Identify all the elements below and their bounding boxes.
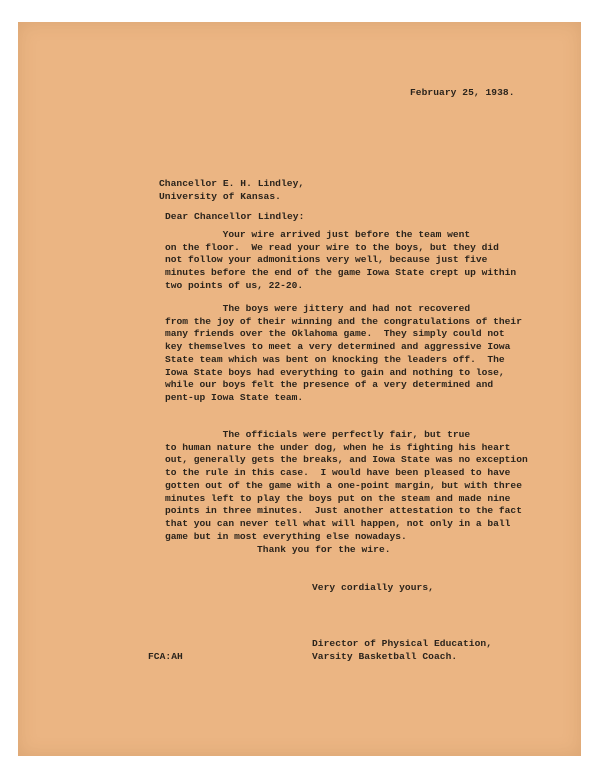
paragraph-line: game but in most everything else nowadays. [165,530,407,542]
paragraph-line: out, generally gets the breaks, and Iowa State was no exception [165,454,528,466]
paragraph-line: Your wire arrived just before the team went [165,229,471,240]
typist-initials: FCA:AH [148,651,183,662]
letter-date: February 25, 1938. [410,87,515,98]
paragraph-line: on the floor. We read your wire to the boys, but they did [165,241,499,253]
paragraph-line: The officials were perfectly fair, but true [165,429,471,440]
body-paragraph-2 [165,303,522,405]
paragraph-line: minutes before the end of the game Iowa State crept up within [165,267,517,279]
paragraph-line: from the joy of their winning and the congratulations of their [165,315,522,327]
paragraph-line: two points of us, 22-20. [165,279,304,291]
body-paragraph-1 [165,229,516,293]
body-paragraph-3 [165,429,528,543]
paragraph-line: State team which was bent on knocking the leaders off. The [165,353,505,365]
paragraph-line: gotten out of the game with a one-point margin, but with three [165,479,522,491]
letter-page [18,22,581,756]
paragraph-line: Iowa State boys had everything to gain and nothing to lose, [165,366,505,378]
paragraph-line: key themselves to meet a very determined and aggressive Iowa [165,341,511,353]
signature-title-line-2: Varsity Basketball Coach. [312,651,458,662]
paragraph-line: not follow your admonitions very well, because just five [165,254,488,266]
paragraph-line: that you can never tell what will happen, not only in a ball [165,517,511,529]
paragraph-line: while our boys felt the presence of a very determined and [165,379,494,391]
signature-title-line-1: Director of Physical Education, [312,638,493,649]
recipient-name: Chancellor E. H. Lindley, [159,178,305,189]
paragraph-line: The boys were jittery and had not recovered [165,303,471,314]
paragraph-line: minutes left to play the boys put on the steam and made nine [165,492,511,504]
closing: Very cordially yours, [312,582,434,593]
thanks-line: Thank you for the wire. [257,544,391,555]
paragraph-line: to the rule in this case. I would have been pleased to have [165,467,511,479]
paragraph-line: many friends over the Oklahoma game. They simply could not [165,328,505,340]
paragraph-line: to human nature the under dog, when he is fighting his heart [165,441,511,453]
paragraph-line: pent-up Iowa State team. [165,391,304,403]
paragraph-line: points in three minutes. Just another attestation to the fact [165,505,522,517]
salutation: Dear Chancellor Lindley: [165,211,305,222]
recipient-institution: University of Kansas. [159,191,281,202]
